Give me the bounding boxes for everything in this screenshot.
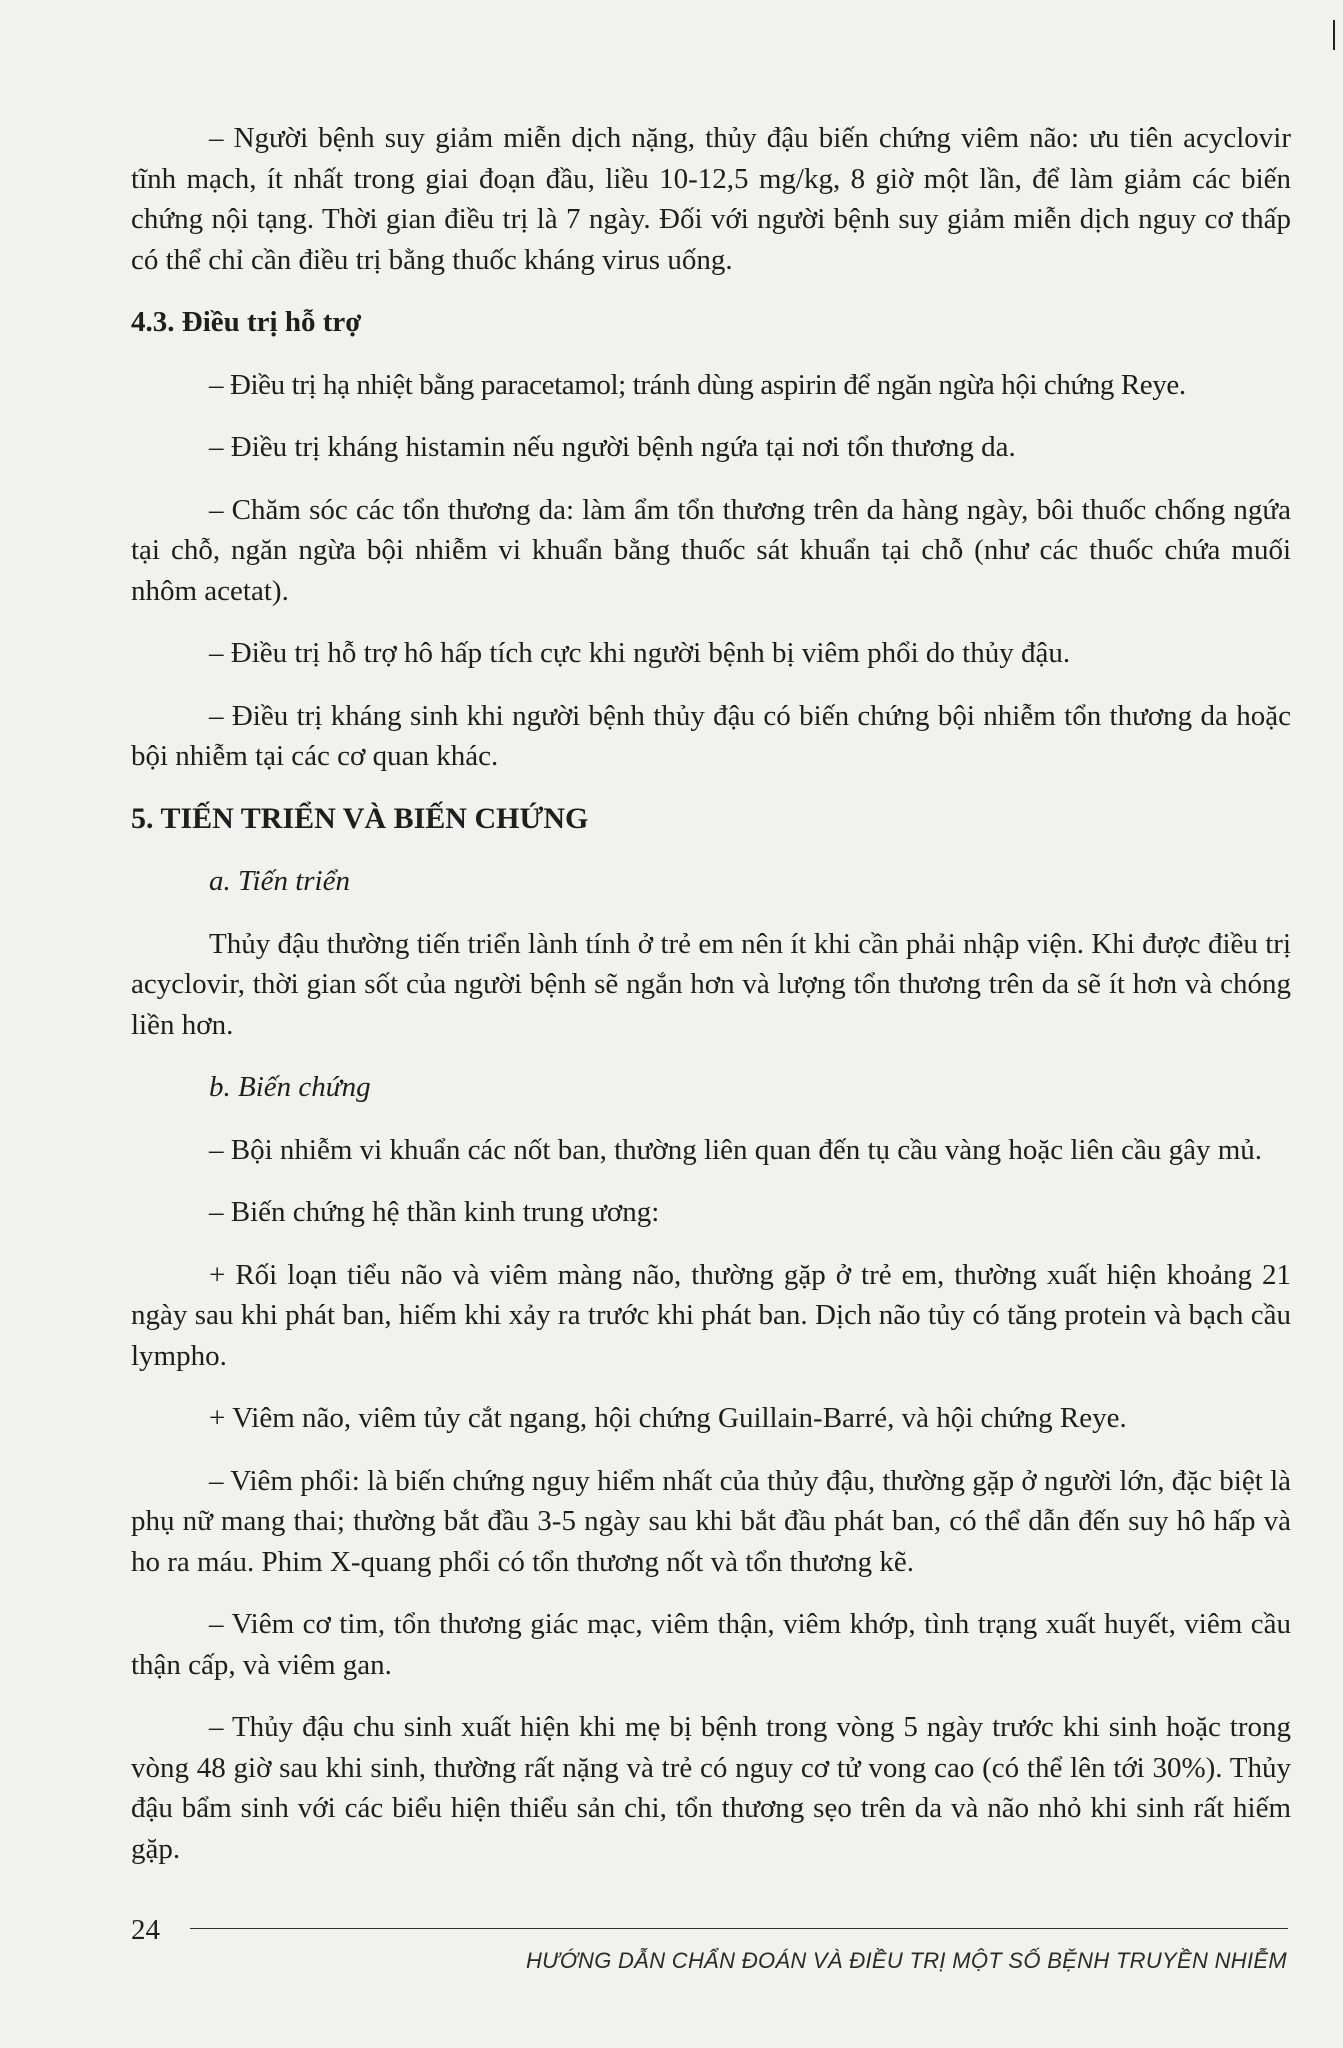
- footer-book-title: HƯỚNG DẪN CHẨN ĐOÁN VÀ ĐIỀU TRỊ MỘT SỐ BỆNH TRUYỀN NHIỄM: [525, 1948, 1287, 1973]
- section-heading-4-3: 4.3. Điều trị hỗ trợ: [131, 306, 362, 338]
- paragraph-immunocompromised: – Người bệnh suy giảm miễn dịch nặng, thủy đậu biến chứng viêm não: ưu tiên acyclovir tĩnh mạch, ít nhất trong giai đoạn đầu, liều 10-12,5 mg/kg, 8 giờ một lần, để làm giảm các biến chứng nội tạng. Thời gian điều trị là 7 ngày. Đối với người bệnh suy giảm miễn dịch nguy cơ thấp có thể chỉ cần điều trị bằng thuốc kháng virus uống.: [131, 122, 1291, 276]
- paragraph-skin-care: – Chăm sóc các tổn thương da: làm ẩm tổn thương trên da hàng ngày, bôi thuốc chống ngứa tại chỗ, ngăn ngừa bội nhiễm vi khuẩn bằng thuốc sát khuẩn tại chỗ (như các thuốc chứa muối nhôm acetat).: [131, 493, 1291, 607]
- paragraph-encephalitis: + Viêm não, viêm tủy cắt ngang, hội chứng Guillain-Barré, và hội chứng Reye.: [209, 1402, 1127, 1434]
- paragraph-cerebellar: + Rối loạn tiểu não và viêm màng não, thường gặp ở trẻ em, thường xuất hiện khoảng 21 ngày sau khi phát ban, hiếm khi xảy ra trước khi phát ban. Dịch não tủy có tăng protein và bạch cầu lympho.: [131, 1258, 1291, 1372]
- paragraph-respiratory-support: – Điều trị hỗ trợ hô hấp tích cực khi người bệnh bị viêm phổi do thủy đậu.: [209, 637, 1071, 669]
- paragraph-bacterial-superinfection: – Bội nhiễm vi khuẩn các nốt ban, thường liên quan đến tụ cầu vàng hoặc liên cầu gây mủ.: [209, 1133, 1263, 1166]
- paragraph-antipyretic: – Điều trị hạ nhiệt bằng paracetamol; tránh dùng aspirin để ngăn ngừa hội chứng Reye.: [209, 368, 1186, 401]
- paragraph-other-organs: – Viêm cơ tim, tổn thương giác mạc, viêm thận, viêm khớp, tình trạng xuất huyết, viêm cầu thận cấp, và viêm gan.: [131, 1608, 1291, 1681]
- paragraph-cns-complications: – Biến chứng hệ thần kinh trung ương:: [209, 1196, 660, 1228]
- paragraph-antibiotics: – Điều trị kháng sinh khi người bệnh thủy đậu có biến chứng bội nhiễm tổn thương da hoặc bội nhiễm tại các cơ quan khác.: [131, 699, 1291, 772]
- paragraph-pneumonia: – Viêm phổi: là biến chứng nguy hiểm nhất của thủy đậu, thường gặp ở người lớn, đặc biệt là phụ nữ mang thai; thường bắt đầu 3-5 ngày sau khi bắt đầu phát ban, có thể dẫn đến suy hô hấp và ho ra máu. Phim X-quang phổi có tổn thương nốt và tổn thương kẽ.: [131, 1464, 1291, 1578]
- paragraph-antihistamine: – Điều trị kháng histamin nếu người bệnh ngứa tại nơi tổn thương da.: [209, 431, 1016, 463]
- subheading-complications: b. Biến chứng: [209, 1071, 371, 1103]
- subheading-progression: a. Tiến triển: [209, 865, 350, 897]
- section-heading-5: 5. TIẾN TRIỂN VÀ BIẾN CHỨNG: [131, 801, 589, 835]
- page-number: 24: [131, 1914, 160, 1946]
- paragraph-progression: Thủy đậu thường tiến triển lành tính ở trẻ em nên ít khi cần phải nhập viện. Khi được điều trị acyclovir, thời gian sốt của người bệnh sẽ ngắn hơn và lượng tổn thương trên da sẽ ít hơn và chóng liền hơn.: [131, 927, 1291, 1041]
- footer-divider: [190, 1928, 1288, 1929]
- paragraph-perinatal: – Thủy đậu chu sinh xuất hiện khi mẹ bị bệnh trong vòng 5 ngày trước khi sinh hoặc trong vòng 48 giờ sau khi sinh, thường rất nặng và trẻ có nguy cơ tử vong cao (có thể lên tới 30%). Thủy đậu bẩm sinh với các biểu hiện thiểu sản chi, tổn thương sẹo trên da và não nhỏ khi sinh rất hiếm gặp.: [131, 1711, 1291, 1865]
- page-edge-mark: [1333, 20, 1335, 50]
- page-body: [131, 118, 1291, 1891]
